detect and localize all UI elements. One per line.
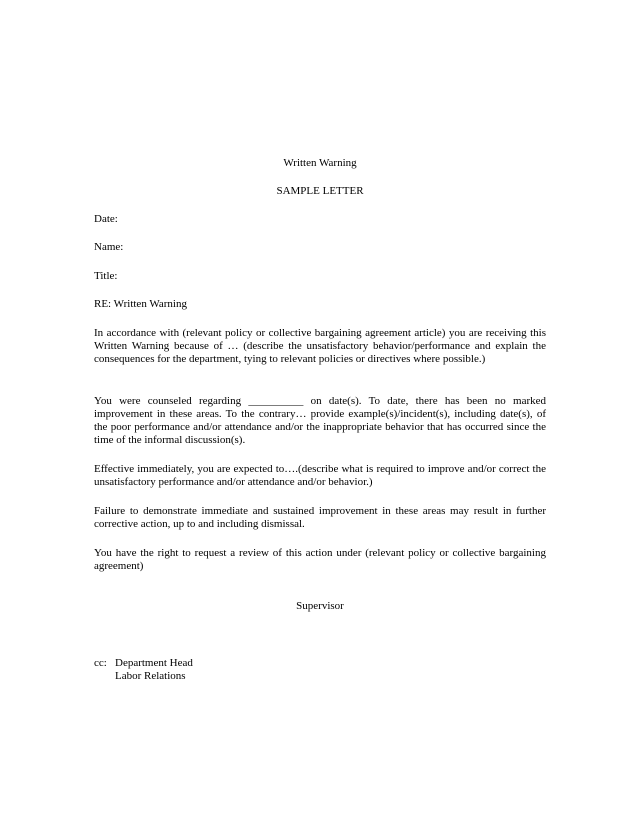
cc-recipient: Labor Relations xyxy=(115,670,186,682)
title-label: Title: xyxy=(94,270,118,282)
cc-label: cc: xyxy=(94,657,107,669)
re-line: RE: Written Warning xyxy=(94,298,187,310)
paragraph-consequences: Failure to demonstrate immediate and sustained improvement in these areas may result in further corrective action, up to and including dismissal. xyxy=(94,505,546,530)
document-subtitle: SAMPLE LETTER xyxy=(276,185,364,197)
paragraph-counseled: You were counseled regarding __________ on date(s). To date, there has been no marked improvement in these areas. To the contrary… provide example(s)/incident(s), including date(s), of the poor performance and/or attendance and/or the inappropriate behavior that has occurred since the time of the informal discussion(s). xyxy=(94,395,546,446)
paragraph-review-right: You have the right to request a review of this action under (relevant policy or collective bargaining agreement) xyxy=(94,547,546,572)
paragraph-reason: In accordance with (relevant policy or collective bargaining agreement article) you are receiving this Written Warning because of … (describe the unsatisfactory behavior/performance and explain the consequences for the department, tying to relevant policies or directives where possible.) xyxy=(94,327,546,365)
paragraph-expectations: Effective immediately, you are expected to….(describe what is required to improve and/or correct the unsatisfactory performance and/or attendance and/or behavior.) xyxy=(94,463,546,488)
cc-recipient: Department Head xyxy=(115,657,193,669)
date-label: Date: xyxy=(94,213,118,225)
document-title: Written Warning xyxy=(283,157,357,169)
signature-supervisor: Supervisor xyxy=(296,600,344,612)
name-label: Name: xyxy=(94,241,124,253)
